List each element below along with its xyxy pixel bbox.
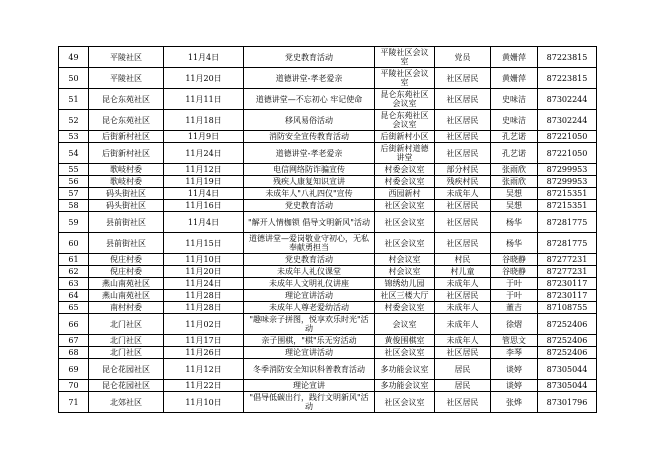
contact-cell: 杨华 <box>491 212 538 233</box>
phone-cell: 87230117 <box>538 278 597 290</box>
community-cell: 北门社区 <box>89 347 164 359</box>
activity-cell: 党史教育活动 <box>244 200 375 212</box>
community-cell: 燕山南苑社区 <box>89 278 164 290</box>
community-cell: 昆仑花园社区 <box>89 359 164 380</box>
table-row <box>59 380 597 392</box>
table-row <box>59 278 597 290</box>
venue-cell: 社区会议室 <box>375 200 435 212</box>
venue-cell: 黄俊围棋室 <box>375 335 435 347</box>
row-number-cell: 56 <box>59 176 89 188</box>
table-row <box>59 68 597 89</box>
contact-cell: 张烨 <box>491 392 538 413</box>
phone-cell: 87277231 <box>538 254 597 266</box>
venue-cell: 后街新村道德讲堂 <box>375 143 435 164</box>
row-number-cell: 71 <box>59 392 89 413</box>
row-number-cell: 55 <box>59 164 89 176</box>
audience-cell: 居民 <box>435 359 491 380</box>
venue-cell: 多功能会议室 <box>375 380 435 392</box>
date-cell: 11月02日 <box>164 314 244 335</box>
community-cell: 歌岐村委 <box>89 176 164 188</box>
date-cell: 11月28日 <box>164 302 244 314</box>
table-row <box>59 347 597 359</box>
venue-cell: 村会议室 <box>375 266 435 278</box>
table-row <box>59 131 597 143</box>
table-row <box>59 47 597 68</box>
date-cell: 11月26日 <box>164 347 244 359</box>
date-cell: 11月15日 <box>164 233 244 254</box>
contact-cell: 吴想 <box>491 200 538 212</box>
table-row <box>59 302 597 314</box>
phone-cell: 87215351 <box>538 200 597 212</box>
row-number-cell: 70 <box>59 380 89 392</box>
contact-cell: 谷晓静 <box>491 266 538 278</box>
community-cell: 倪庄村委 <box>89 266 164 278</box>
table-row <box>59 254 597 266</box>
community-cell: 倪庄村委 <box>89 254 164 266</box>
date-cell: 11月12日 <box>164 359 244 380</box>
venue-cell: 村委会议室 <box>375 176 435 188</box>
activity-cell: 移风易俗活动 <box>244 110 375 131</box>
date-cell: 11月24日 <box>164 143 244 164</box>
community-cell: 燕山南苑社区 <box>89 290 164 302</box>
audience-cell: 未成年人 <box>435 188 491 200</box>
date-cell: 11月4日 <box>164 212 244 233</box>
row-number-cell: 59 <box>59 212 89 233</box>
activity-cell: "趣味亲子拼图，悦享欢乐时光"活动 <box>244 314 375 335</box>
contact-cell: 谈婷 <box>491 380 538 392</box>
row-number-cell: 49 <box>59 47 89 68</box>
table-row <box>59 212 597 233</box>
audience-cell: 社区居民 <box>435 392 491 413</box>
community-cell: 平陵社区 <box>89 68 164 89</box>
audience-cell: 未成年人 <box>435 302 491 314</box>
contact-cell: 管思文 <box>491 335 538 347</box>
date-cell: 11月28日 <box>164 290 244 302</box>
date-cell: 11月24日 <box>164 278 244 290</box>
activity-cell: 未成年人礼仪课堂 <box>244 266 375 278</box>
activity-cell: 未成年人文明礼仪讲座 <box>244 278 375 290</box>
community-cell: 码头街社区 <box>89 200 164 212</box>
community-cell: 北郊社区 <box>89 392 164 413</box>
row-number-cell: 65 <box>59 302 89 314</box>
audience-cell: 社区居民 <box>435 131 491 143</box>
date-cell: 11月20日 <box>164 68 244 89</box>
date-cell: 11月18日 <box>164 110 244 131</box>
activity-cell: 亲子围棋，"棋"乐无穷活动 <box>244 335 375 347</box>
row-number-cell: 54 <box>59 143 89 164</box>
row-number-cell: 61 <box>59 254 89 266</box>
contact-cell: 李琴 <box>491 347 538 359</box>
table-row <box>59 110 597 131</box>
community-cell: 码头街社区 <box>89 188 164 200</box>
audience-cell: 社区居民 <box>435 212 491 233</box>
audience-cell: 社区居民 <box>435 89 491 110</box>
contact-cell: 于叶 <box>491 290 538 302</box>
community-cell: 平陵社区 <box>89 47 164 68</box>
phone-cell: 87305044 <box>538 359 597 380</box>
activity-cell: 消防安全宣传教育活动 <box>244 131 375 143</box>
date-cell: 11月12日 <box>164 164 244 176</box>
audience-cell: 未成年人 <box>435 314 491 335</box>
contact-cell: 于叶 <box>491 278 538 290</box>
activity-cell: 未成年人尊老爱幼活动 <box>244 302 375 314</box>
audience-cell: 残疾村民 <box>435 176 491 188</box>
audience-cell: 社区居民 <box>435 110 491 131</box>
activity-cell: 理论宣讲活动 <box>244 290 375 302</box>
row-number-cell: 51 <box>59 89 89 110</box>
community-cell: 昆仑东苑社区 <box>89 110 164 131</box>
audience-cell: 党员 <box>435 47 491 68</box>
table-row <box>59 290 597 302</box>
row-number-cell: 64 <box>59 290 89 302</box>
contact-cell: 谷晓静 <box>491 254 538 266</box>
contact-cell: 吴想 <box>491 188 538 200</box>
activity-cell: 党史教育活动 <box>244 254 375 266</box>
community-cell: 县前街社区 <box>89 233 164 254</box>
venue-cell: 平陵社区会议室 <box>375 47 435 68</box>
audience-cell: 村民 <box>435 254 491 266</box>
activity-cell: 电信网络防诈骗宣传 <box>244 164 375 176</box>
activity-cell: 党史教育活动 <box>244 47 375 68</box>
community-cell: 后街新村社区 <box>89 131 164 143</box>
venue-cell: 昆仑东苑社区会议室 <box>375 110 435 131</box>
phone-cell: 87252406 <box>538 347 597 359</box>
phone-cell: 87223815 <box>538 47 597 68</box>
phone-cell: 87302244 <box>538 110 597 131</box>
table-row <box>59 200 597 212</box>
phone-cell: 87252406 <box>538 314 597 335</box>
community-cell: 北门社区 <box>89 335 164 347</box>
venue-cell: 村委会议室 <box>375 302 435 314</box>
table-row <box>59 176 597 188</box>
contact-cell: 史味洁 <box>491 89 538 110</box>
venue-cell: 多功能会议室 <box>375 359 435 380</box>
row-number-cell: 66 <box>59 314 89 335</box>
table-row <box>59 143 597 164</box>
activity-cell: 道德讲堂—不忘初心 牢记使命 <box>244 89 375 110</box>
row-number-cell: 69 <box>59 359 89 380</box>
table-row <box>59 233 597 254</box>
activity-cell: 未成年人"八礼四仪"宣传 <box>244 188 375 200</box>
row-number-cell: 57 <box>59 188 89 200</box>
activity-cell: 残疾人康复知识宣讲 <box>244 176 375 188</box>
row-number-cell: 68 <box>59 347 89 359</box>
activity-cell: 道德讲堂-孝老爱亲 <box>244 143 375 164</box>
activity-cell: 道德讲堂—爱岗敬业守初心，无私奉献勇担当 <box>244 233 375 254</box>
date-cell: 11月9日 <box>164 131 244 143</box>
phone-cell: 87108755 <box>538 302 597 314</box>
date-cell: 11月19日 <box>164 176 244 188</box>
phone-cell: 87215351 <box>538 188 597 200</box>
venue-cell: 社区会议室 <box>375 212 435 233</box>
community-cell: 北门社区 <box>89 314 164 335</box>
table-row <box>59 266 597 278</box>
activity-cell: 理论宣讲 <box>244 380 375 392</box>
venue-cell: 平陵社区会议室 <box>375 68 435 89</box>
venue-cell: 村会议室 <box>375 254 435 266</box>
community-cell: 昆仑东苑社区 <box>89 89 164 110</box>
activity-cell: 理论宣讲活动 <box>244 347 375 359</box>
audience-cell: 社区居民 <box>435 347 491 359</box>
activity-table <box>58 46 597 413</box>
row-number-cell: 60 <box>59 233 89 254</box>
row-number-cell: 63 <box>59 278 89 290</box>
audience-cell: 社区居民 <box>435 200 491 212</box>
community-cell: 后街新村社区 <box>89 143 164 164</box>
phone-cell: 87305044 <box>538 380 597 392</box>
date-cell: 11月22日 <box>164 380 244 392</box>
audience-cell: 居民 <box>435 380 491 392</box>
row-number-cell: 53 <box>59 131 89 143</box>
audience-cell: 村儿童 <box>435 266 491 278</box>
table-row <box>59 89 597 110</box>
table-row <box>59 392 597 413</box>
venue-cell: 村委会议室 <box>375 164 435 176</box>
community-cell: 昆仑花园社区 <box>89 380 164 392</box>
community-cell: 县前街社区 <box>89 212 164 233</box>
venue-cell: 社区会议室 <box>375 233 435 254</box>
contact-cell: 张雨欣 <box>491 164 538 176</box>
date-cell: 11月10日 <box>164 392 244 413</box>
contact-cell: 徐熠 <box>491 314 538 335</box>
venue-cell: 社区会议室 <box>375 392 435 413</box>
phone-cell: 87230117 <box>538 290 597 302</box>
row-number-cell: 50 <box>59 68 89 89</box>
date-cell: 11月4日 <box>164 47 244 68</box>
phone-cell: 87301796 <box>538 392 597 413</box>
date-cell: 11月20日 <box>164 266 244 278</box>
contact-cell: 史味洁 <box>491 110 538 131</box>
phone-cell: 87252406 <box>538 335 597 347</box>
contact-cell: 黄姗萍 <box>491 47 538 68</box>
table-body <box>59 47 597 413</box>
table-row <box>59 335 597 347</box>
row-number-cell: 52 <box>59 110 89 131</box>
phone-cell: 87221050 <box>538 143 597 164</box>
phone-cell: 87221050 <box>538 131 597 143</box>
venue-cell: 社区三楼大厅 <box>375 290 435 302</box>
table-row <box>59 188 597 200</box>
venue-cell: 昆仑东苑社区会议室 <box>375 89 435 110</box>
audience-cell: 未成年人 <box>435 278 491 290</box>
contact-cell: 孔艺诺 <box>491 143 538 164</box>
contact-cell: 张雨欣 <box>491 176 538 188</box>
audience-cell: 部分村民 <box>435 164 491 176</box>
phone-cell: 87299953 <box>538 164 597 176</box>
phone-cell: 87281775 <box>538 212 597 233</box>
contact-cell: 杨华 <box>491 233 538 254</box>
date-cell: 11月16日 <box>164 200 244 212</box>
audience-cell: 社区居民 <box>435 143 491 164</box>
table-row <box>59 164 597 176</box>
date-cell: 11月17日 <box>164 335 244 347</box>
community-cell: 南村村委 <box>89 302 164 314</box>
table-row <box>59 314 597 335</box>
venue-cell: 社区会议室 <box>375 347 435 359</box>
activity-cell: "倡导低碳出行，践行文明新风"活动 <box>244 392 375 413</box>
phone-cell: 87277231 <box>538 266 597 278</box>
table-row <box>59 359 597 380</box>
venue-cell: 会议室 <box>375 314 435 335</box>
phone-cell: 87302244 <box>538 89 597 110</box>
contact-cell: 孔艺诺 <box>491 131 538 143</box>
venue-cell: 锦绣幼儿园 <box>375 278 435 290</box>
community-cell: 歌岐村委 <box>89 164 164 176</box>
contact-cell: 黄姗萍 <box>491 68 538 89</box>
row-number-cell: 62 <box>59 266 89 278</box>
audience-cell: 社区居民 <box>435 68 491 89</box>
venue-cell: 后街新村小区 <box>375 131 435 143</box>
activity-cell: 道德讲堂-孝老爱亲 <box>244 68 375 89</box>
activity-cell: 冬季消防安全知识科普教育活动 <box>244 359 375 380</box>
phone-cell: 87281775 <box>538 233 597 254</box>
activity-cell: "解开人情枷锁 倡导文明新风"活动 <box>244 212 375 233</box>
phone-cell: 87223815 <box>538 68 597 89</box>
phone-cell: 87299953 <box>538 176 597 188</box>
contact-cell: 董吉 <box>491 302 538 314</box>
venue-cell: 西园新村 <box>375 188 435 200</box>
date-cell: 11月10日 <box>164 254 244 266</box>
audience-cell: 社区居民 <box>435 290 491 302</box>
date-cell: 11月4日 <box>164 188 244 200</box>
row-number-cell: 58 <box>59 200 89 212</box>
row-number-cell: 67 <box>59 335 89 347</box>
audience-cell: 社区居民 <box>435 233 491 254</box>
date-cell: 11月11日 <box>164 89 244 110</box>
contact-cell: 谈婷 <box>491 359 538 380</box>
audience-cell: 未成年人 <box>435 335 491 347</box>
